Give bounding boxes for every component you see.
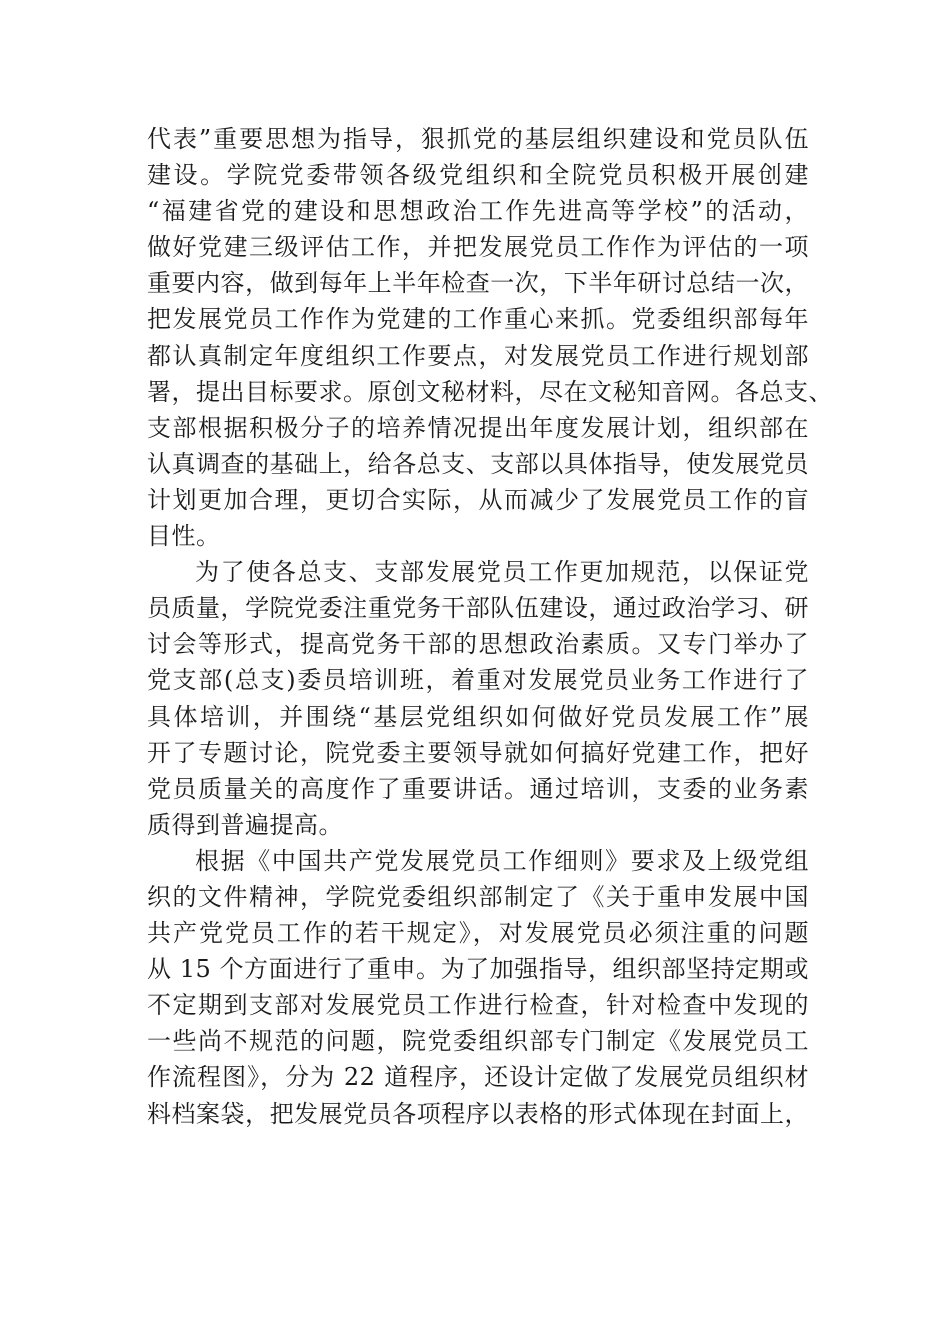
text-line: 不定期到支部对发展党员工作进行检查，针对检查中发现的: [147, 991, 809, 1020]
text-line: 料档案袋，把发展党员各项程序以表格的形式体现在封面上，: [147, 1099, 809, 1128]
text-line: 党员质量关的高度作了重要讲话。通过培训，支委的业务素: [147, 774, 809, 803]
text-line: 一些尚不规范的问题，院党委组织部专门制定《发展党员工: [147, 1027, 809, 1056]
text-line: 党支部(总支)委员培训班，着重对发展党员业务工作进行了: [147, 666, 809, 695]
text-line: 为了使各总支、支部发展党员工作更加规范，以保证党: [195, 558, 809, 587]
text-line: 认真调查的基础上，给各总支、支部以具体指导，使发展党员: [147, 449, 809, 478]
text-line: 署，提出目标要求。原创文秘材料，尽在文秘知音网。各总支、: [147, 377, 833, 406]
text-line: 质得到普遍提高。: [147, 810, 343, 839]
text-line: 都认真制定年度组织工作要点，对发展党员工作进行规划部: [147, 341, 809, 370]
text-line: 建设。学院党委带领各级党组织和全院党员积极开展创建: [147, 161, 809, 190]
text-line: 共产党党员工作的若干规定》，对发展党员必须注重的问题: [147, 919, 809, 948]
text-line: 根据《中国共产党发展党员工作细则》要求及上级党组: [195, 846, 809, 875]
text-line: 目性。: [147, 522, 221, 551]
text-line: 从 15 个方面进行了重申。为了加强指导，组织部坚持定期或: [147, 955, 809, 984]
text-line: 开了专题讨论，院党委主要领导就如何搞好党建工作，把好: [147, 738, 809, 767]
text-line: 讨会等形式，提高党务干部的思想政治素质。又专门举办了: [147, 630, 809, 659]
text-line: 支部根据积极分子的培养情况提出年度发展计划，组织部在: [147, 413, 809, 442]
text-line: 织的文件精神，学院党委组织部制定了《关于重申发展中国: [147, 882, 809, 911]
text-line: 重要内容，做到每年上半年检查一次，下半年研讨总结一次，: [147, 269, 809, 298]
text-line: 具体培训，并围绕“基层党组织如何做好党员发展工作”展: [147, 702, 809, 731]
text-line: 把发展党员工作作为党建的工作重心来抓。党委组织部每年: [147, 305, 809, 334]
text-line: 作流程图》，分为 22 道程序，还设计定做了发展党员组织材: [147, 1063, 809, 1092]
text-line: 员质量，学院党委注重党务干部队伍建设，通过政治学习、研: [147, 594, 809, 623]
text-line: 代表”重要思想为指导，狠抓党的基层组织建设和党员队伍: [147, 125, 809, 153]
text-line: 做好党建三级评估工作，并把发展党员工作作为评估的一项: [147, 233, 809, 262]
text-line: “福建省党的建设和思想政治工作先进高等学校”的活动，: [147, 197, 809, 226]
document-page: [147, 121, 833, 1132]
text-line: 计划更加合理，更切合实际，从而减少了发展党员工作的盲: [147, 485, 809, 514]
